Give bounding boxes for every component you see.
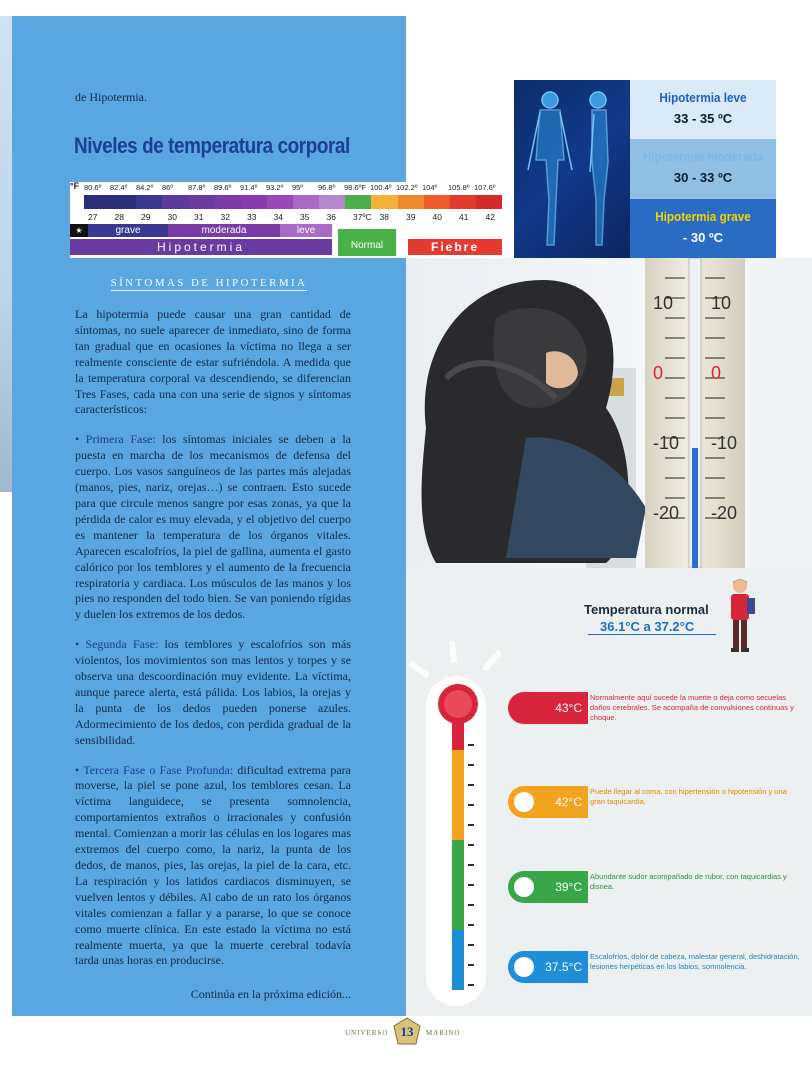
level-range: 30 - 33 ºC (673, 170, 733, 186)
celsius-tick: 33 (247, 212, 257, 222)
celsius-row (70, 211, 502, 223)
phase1-paragraph (75, 432, 351, 623)
color-bar-cell (450, 195, 476, 209)
color-bar-cell (424, 195, 450, 209)
fahrenheit-tick: 104º (422, 183, 438, 192)
temperature-value: 42°C (555, 795, 582, 809)
phase3-label: • Tercera Fase o Fase Profunda: (75, 762, 234, 777)
celsius-tick: 34 (273, 212, 283, 222)
phase2-label: • Segunda Fase: (75, 637, 159, 652)
fahrenheit-tick: 107.6º (474, 183, 496, 192)
fahrenheit-tick: 95º (292, 183, 304, 192)
color-bar-cell (398, 195, 424, 209)
fahrenheit-tick: 102.2º (396, 183, 418, 192)
color-bar-cell (371, 195, 397, 209)
normal-temperature-title: Temperatura normal (584, 602, 709, 617)
cold-person-photo (406, 258, 812, 568)
normal-range-underline (588, 634, 716, 635)
color-bar-cell (293, 195, 319, 209)
label-leve: leve (280, 224, 332, 237)
phase1-text: los síntomas iniciales se deben a la puesta en marcha de los mecanismos de defensa del cuerpo. Los vasos sanguíneos de las partes más alejadas (manos, pies, nariz, orejas…) se contraen. Esto sucede para que circule menos sangre por esas zonas, ya que la pérdida de calor es muy elevada, y el objetivo del cuerpo es mantener la temperatura de los órganos vitales. Aparecen escalofríos, la piel de gallina, aumenta el gasto calórico por los temblores y el aumento de la frecuencia respiratoria y cardiaca. Los músculos de las manos y los pies no responden del todo bien. Se van poniendo rígidas y duelen los extremos de los dedos. (75, 432, 351, 622)
symptoms-heading (12, 277, 406, 289)
level-name: Hipotermia moderada (642, 149, 764, 165)
celsius-tick: 29 (141, 212, 151, 222)
fahrenheit-tick: 100.4º (370, 183, 392, 192)
celsius-tick: 41 (459, 212, 469, 222)
footer-right-text: MARINO (426, 1029, 461, 1037)
big-thermometer-icon (404, 640, 524, 1020)
celsius-tick: 36 (326, 212, 336, 222)
body-figures-icon (514, 80, 630, 258)
color-bar-cell (267, 195, 293, 209)
color-bar-cell (84, 195, 110, 209)
phase2-paragraph (75, 637, 351, 748)
level-range: - 30 ºC (682, 229, 724, 245)
fahrenheit-tick: 82.4º (110, 183, 128, 192)
celsius-tick: 38 (379, 212, 389, 222)
celsius-tick: 37ºC (353, 212, 372, 222)
color-bar-cell (319, 195, 345, 209)
celsius-tick: 31 (194, 212, 204, 222)
color-bar-cell (241, 195, 267, 209)
levels-list (630, 80, 776, 258)
body-figure-image (514, 80, 630, 258)
temperature-value: 43°C (555, 701, 582, 715)
level-range: 33 - 35 ºC (673, 111, 733, 126)
thermometer-label: -20 (711, 503, 738, 523)
temperature-value: 37.5°C (545, 960, 582, 974)
temperature-description: Normalmente aquí sucede la muerte o deja como secuelas daños cerebrales. Se acompaña de convulsiones continuas y choque. (590, 693, 794, 722)
celsius-tick: 32 (220, 212, 230, 222)
temperature-pill (508, 871, 588, 903)
phase2-text: los temblores y escalofríos son más violentos, los movimientos son mas lentos y torpes y se observa una descoordinación muy evidente. La víctima, aunque parece alerta, está pálida. Los labios, la orejas y la punta de los dedos pueden ponerse azules. Adormecimiento de los dedos, con perdida gradual de la sensibilidad. (75, 637, 352, 747)
continued-note: Continúa en la próxima edición... (190, 987, 351, 1001)
page-number: 13 (400, 1024, 414, 1039)
hipotermia-bar: Hipotermia (70, 239, 332, 255)
thermometer-label: 0 (711, 363, 722, 383)
temperature-value: 39°C (555, 880, 582, 894)
fahrenheit-tick: 80.6º (84, 183, 102, 192)
snow-background-strip (0, 16, 12, 492)
temperature-description: Puede llegar al coma, con hipertensión o hipotensión y una gran taquicardia. (590, 787, 787, 806)
fahrenheit-unit: °F (70, 181, 80, 191)
label-grave: grave (88, 224, 168, 237)
phase3-paragraph (75, 763, 351, 970)
lead-fragment: de Hipotermia. (75, 90, 147, 104)
celsius-tick: 42 (485, 212, 495, 222)
thermometer-label: -10 (653, 433, 680, 453)
temperature-row (508, 951, 808, 987)
color-bar-cell (70, 195, 84, 209)
level-block (630, 139, 776, 198)
temperature-description: Abundante sudor acompañado de rubor, con taquicardias y disnea. (590, 872, 787, 891)
temperature-pill (508, 951, 588, 983)
article-body (75, 307, 351, 983)
fahrenheit-tick: 105.8º (448, 183, 470, 192)
normal-temperature-range: 36.1°C a 37.2°C (600, 619, 695, 634)
severity-labels (70, 224, 502, 237)
standing-person-icon (720, 576, 760, 656)
fahrenheit-tick: 93.2º (266, 183, 284, 192)
intro-paragraph: La hipotermia puede causar una gran cantidad de síntomas, no suele aparecer de inmediato, sino de forma tan gradual que en ocasiones la víctima no llega a ser realmente consciente de estar sufriéndola. A medida que la temperatura corporal va descendiendo, se diferencian Tres Fases, cada una con una serie de signos y síntomas característicos: (75, 307, 351, 417)
fahrenheit-tick: 98.6ºF (344, 183, 366, 192)
levels-card (514, 80, 776, 258)
fahrenheit-tick: 89.6º (214, 183, 232, 192)
thermometer-label: -10 (711, 433, 738, 453)
color-bar-cell (162, 195, 188, 209)
fahrenheit-row (70, 182, 502, 194)
thermometer-label: 10 (653, 293, 674, 313)
thermometer-label: -20 (653, 503, 680, 523)
pill-dot-icon (514, 792, 534, 812)
fahrenheit-tick: 86º (162, 183, 174, 192)
pill-dot-icon (514, 877, 534, 897)
fahrenheit-tick: 91.4º (240, 183, 258, 192)
fahrenheit-tick: 96.8º (318, 183, 336, 192)
thermometer-label: 0 (653, 363, 664, 383)
footer-left-text: UNIVERSO (345, 1029, 389, 1037)
celsius-tick: 40 (432, 212, 442, 222)
wall-thermometer-image (645, 258, 745, 568)
level-name: Hipotermia grave (655, 208, 751, 224)
celsius-tick: 27 (88, 212, 98, 222)
celsius-tick: 30 (167, 212, 177, 222)
fiebre-bar: Fiebre (408, 239, 502, 255)
person-shivering-icon (406, 258, 812, 568)
level-block (630, 199, 776, 258)
temperature-description: Escalofríos, dolor de cabeza, malestar general, deshidratación, lesiones herpéticas en los labios, somnolencia. (590, 952, 800, 971)
severity-star: ★ (70, 224, 88, 237)
color-bar-cell (136, 195, 162, 209)
color-bar-cell (110, 195, 136, 209)
celsius-tick: 35 (300, 212, 310, 222)
symptoms-heading-text: SÍNTOMAS DE HIPOTERMIA (110, 277, 308, 289)
label-moderada: moderada (168, 224, 280, 237)
color-bar-cell (345, 195, 371, 209)
temperature-pill (508, 692, 588, 724)
color-bar-cell (476, 195, 502, 209)
temperature-pill (508, 786, 588, 818)
fahrenheit-tick: 87.8º (188, 183, 206, 192)
temperature-row (508, 692, 808, 728)
color-bar-cell (189, 195, 215, 209)
celsius-tick: 28 (114, 212, 124, 222)
temperature-row (508, 786, 808, 822)
levels-heading: Niveles de temperatura corporal (74, 133, 350, 158)
celsius-tick: 39 (406, 212, 416, 222)
level-name: Hipotermia leve (659, 90, 747, 105)
pill-dot-icon (514, 957, 534, 977)
color-bar (70, 195, 502, 209)
phase1-label: • Primera Fase: (75, 432, 156, 447)
phase3-text: dificultad extrema para moverse, la piel se pone azul, los temblores cesan. La víctima languidece, se presenta somnolencia, comportamientos extraños o irracionales y confusión mental. Comienzan a morir las células en los logares mas extremos del cuerpo como, la nariz, la punta de los dedos, de manos, pies, las orejas, la piel de la cara, etc. La respiración y los latidos cardiacos disminuyen, se vuelven lentos y débiles. Al cabo de un rato los órganos vitales comienzan a fallar y a pararse, lo que se conoce como muerte clínica. En este estado la víctima no está realmente muerta, ya que la muerte cerebral todavía tarda unas horas en producirse. (75, 762, 351, 968)
temperature-scale (70, 182, 502, 258)
normal-box: Normal (338, 229, 396, 256)
fahrenheit-tick: 84.2º (136, 183, 154, 192)
thermometer-label: 10 (711, 293, 732, 313)
color-bar-cell (215, 195, 241, 209)
level-block (630, 80, 776, 139)
temperature-row (508, 871, 808, 907)
